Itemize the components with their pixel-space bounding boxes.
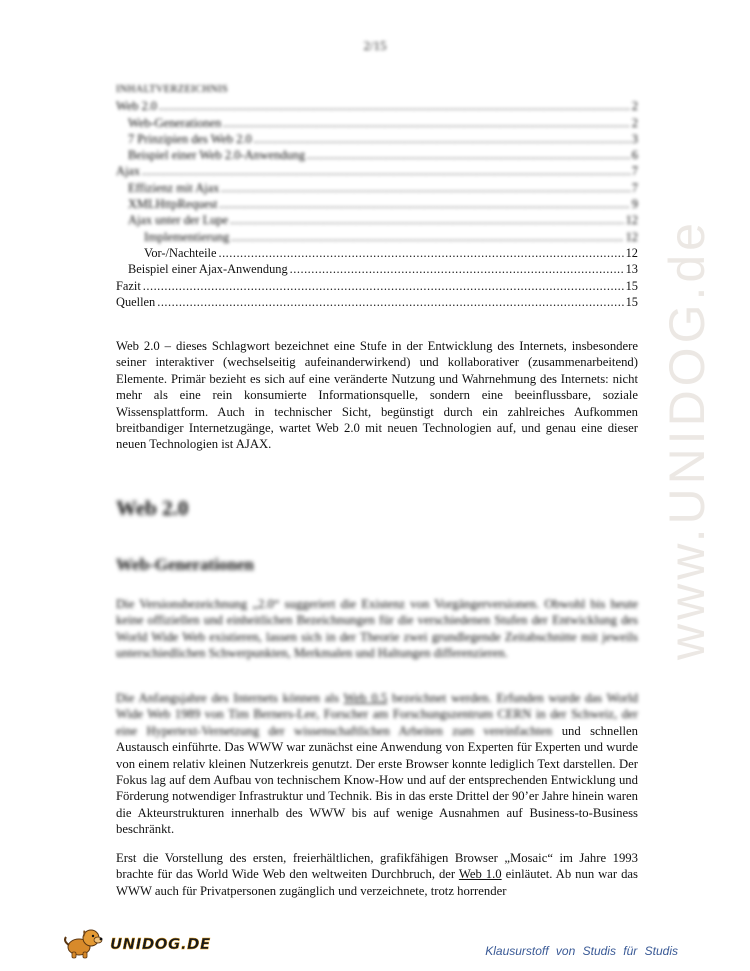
toc-leader-dots xyxy=(219,196,629,212)
toc-entry-label: Beispiel einer Web 2.0-Anwendung xyxy=(128,148,306,163)
toc-entry-page: 7 xyxy=(631,164,638,179)
toc-entry[interactable] xyxy=(116,163,638,179)
toc-title: INHALTVERZEICHNIS xyxy=(116,84,229,95)
toc-entry-label: Ajax unter der Lupe xyxy=(128,213,229,228)
toc-entry-page: 12 xyxy=(625,213,638,228)
toc-entry[interactable] xyxy=(116,147,638,163)
page-number: 2/15 xyxy=(363,38,387,53)
toc-entry-label: Quellen xyxy=(116,294,156,309)
toc-leader-dots xyxy=(230,212,623,228)
toc-entry[interactable] xyxy=(116,196,638,212)
toc-entry[interactable] xyxy=(116,245,638,261)
toc-leader-dots xyxy=(221,180,630,196)
watermark: www.UNIDOG.de xyxy=(659,219,715,660)
toc-entry-page: 12 xyxy=(625,245,638,260)
toc-entry-page: 13 xyxy=(625,262,638,277)
toc-entry-label: Implementierung xyxy=(144,229,230,244)
toc-entry[interactable] xyxy=(116,278,638,294)
paragraph-2-text-c: und schnellen Austausch einführte. Das WWW war zunächst eine Anwendung von Experten für Experten und wurde von einem relativ kleinen Nutzerkreis genutzt. Der erste Browser konnte lediglich Text darstellen. Der Fokus lag auf dem Aufbau von technischem Know-How und auf der entsprechenden Entwicklung und Förderung notwendiger Infrastruktur und Technik. Bis in das erste Drittel der 90’er Jahre hinein waren die Akteurstrukturen innerhalb des WWW bis auf wenige Ausnahmen auf Business-to-Business beschränkt. xyxy=(116,723,638,837)
paragraph-3-text-b: einläutet. Ab nun war das WWW auch für Privatpersonen zugänglich und verzeichnete, trotz horrender xyxy=(116,867,638,898)
subsection-heading: Web-Generationen xyxy=(116,555,254,574)
toc-leader-dots xyxy=(307,147,630,163)
toc-entry-page: 15 xyxy=(625,278,638,293)
toc-leader-dots xyxy=(290,261,624,277)
footer-logo[interactable] xyxy=(62,925,211,959)
table-of-contents xyxy=(116,82,638,310)
toc-entry-label: Fazit xyxy=(116,278,141,293)
web-0-5-link[interactable]: Web 0.5 xyxy=(343,691,388,705)
toc-entry-label: Web 2.0 xyxy=(116,99,157,114)
toc-entry-label: XMLHttpRequest xyxy=(128,197,218,212)
toc-list xyxy=(116,98,638,310)
paragraph-3-text-a: Erst die Vorstellung des ersten, freierhältlichen, grafikfähigen Browser „Mosaic“ im Jahre 1993 brachte für das World Wide Web den weltweiten Durchbruch, der xyxy=(116,851,638,882)
paragraph-2-text-a: Die Anfangsjahre des Internets können als xyxy=(116,691,344,705)
paragraph-1: Die Versionsbezeichnung „2.0“ suggeriert die Existenz von Vorgängerversionen. Obwohl bis heute keine offiziellen und einheitlichen Bezeichnungen für die verschiedenen Stufen der Entwicklung des World Wide Web existieren, lassen sich in der Theorie zwei grundlegende Zeitabschnitte mit jeweils unterschiedlichen Schwerpunkten, Merkmalen und Haltungen differenzieren. xyxy=(116,597,638,661)
toc-entry-page: 2 xyxy=(631,115,638,130)
toc-leader-dots xyxy=(223,115,630,131)
dog-mascot-icon xyxy=(62,925,106,959)
footer-slogan: Klausurstoff von Studis für Studis xyxy=(485,944,678,958)
toc-leader-dots xyxy=(143,278,624,294)
toc-leader-dots xyxy=(218,245,623,261)
toc-leader-dots xyxy=(142,163,630,179)
section-heading: Web 2.0 xyxy=(116,496,189,520)
paragraph-3 xyxy=(116,850,638,899)
toc-leader-dots xyxy=(159,98,630,114)
toc-entry-page: 6 xyxy=(631,148,638,163)
toc-entry-page: 15 xyxy=(625,294,638,309)
paragraph-2-text-b: bezeichnet werden. Erfunden wurde das World Wide Web 1989 von Tim Berners-Lee, Forscher am Forschungszentrum CERN in der Schweiz, der eine Hypertext-Vernetzung der wissenschaftlichen Arbeiten zum vereinfachten xyxy=(116,691,638,738)
toc-leader-dots xyxy=(254,131,630,147)
web-1-0-link[interactable]: Web 1.0 xyxy=(458,867,502,882)
logo-text: UNIDOG.DE xyxy=(110,935,211,953)
toc-entry-page: 2 xyxy=(631,99,638,114)
toc-entry-label: Vor-/Nachteile xyxy=(144,245,217,260)
toc-entry[interactable] xyxy=(116,294,638,310)
toc-entry-page: 7 xyxy=(631,180,638,195)
toc-entry-page: 12 xyxy=(625,229,638,244)
toc-entry[interactable] xyxy=(116,180,638,196)
intro-paragraph: Web 2.0 – dieses Schlagwort bezeichnet eine Stufe in der Entwicklung des Internets, insbesondere seiner interaktiver (wechselseitig aufeinanderwirkend) und kollaborativer (zusammenarbeitend) Elemente. Primär bezieht es sich auf eine veränderte Nutzung und Wahrnehmung des Internets: nicht mehr als eine rein konsumierte Informationsquelle, sondern eine beeinflussbare, soziale Wissensplattform. Auch in technischer Sicht, begünstigt durch ein zahlreiches Aufkommen breitbandiger Internetzugänge, wartet Web 2.0 mit neuen Technologien auf, und genau eine dieser neuen Technologien ist AJAX. xyxy=(116,339,638,452)
paragraph-2 xyxy=(116,690,638,838)
toc-entry[interactable] xyxy=(116,229,638,245)
toc-entry[interactable] xyxy=(116,131,638,147)
toc-entry-label: 7 Prinzipien des Web 2.0 xyxy=(128,131,252,146)
toc-entry[interactable] xyxy=(116,98,638,114)
toc-entry[interactable] xyxy=(116,115,638,131)
toc-entry-label: Ajax xyxy=(116,164,141,179)
toc-entry-label: Effizienz mit Ajax xyxy=(128,180,220,195)
toc-entry[interactable] xyxy=(116,212,638,228)
toc-entry-page: 3 xyxy=(631,131,638,146)
toc-leader-dots xyxy=(231,229,623,245)
toc-entry-page: 9 xyxy=(631,197,638,212)
toc-entry[interactable] xyxy=(116,261,638,277)
toc-leader-dots xyxy=(157,294,623,310)
toc-entry-label: Web-Generationen xyxy=(128,115,222,130)
toc-entry-label: Beispiel einer Ajax-Anwendung xyxy=(128,262,288,277)
